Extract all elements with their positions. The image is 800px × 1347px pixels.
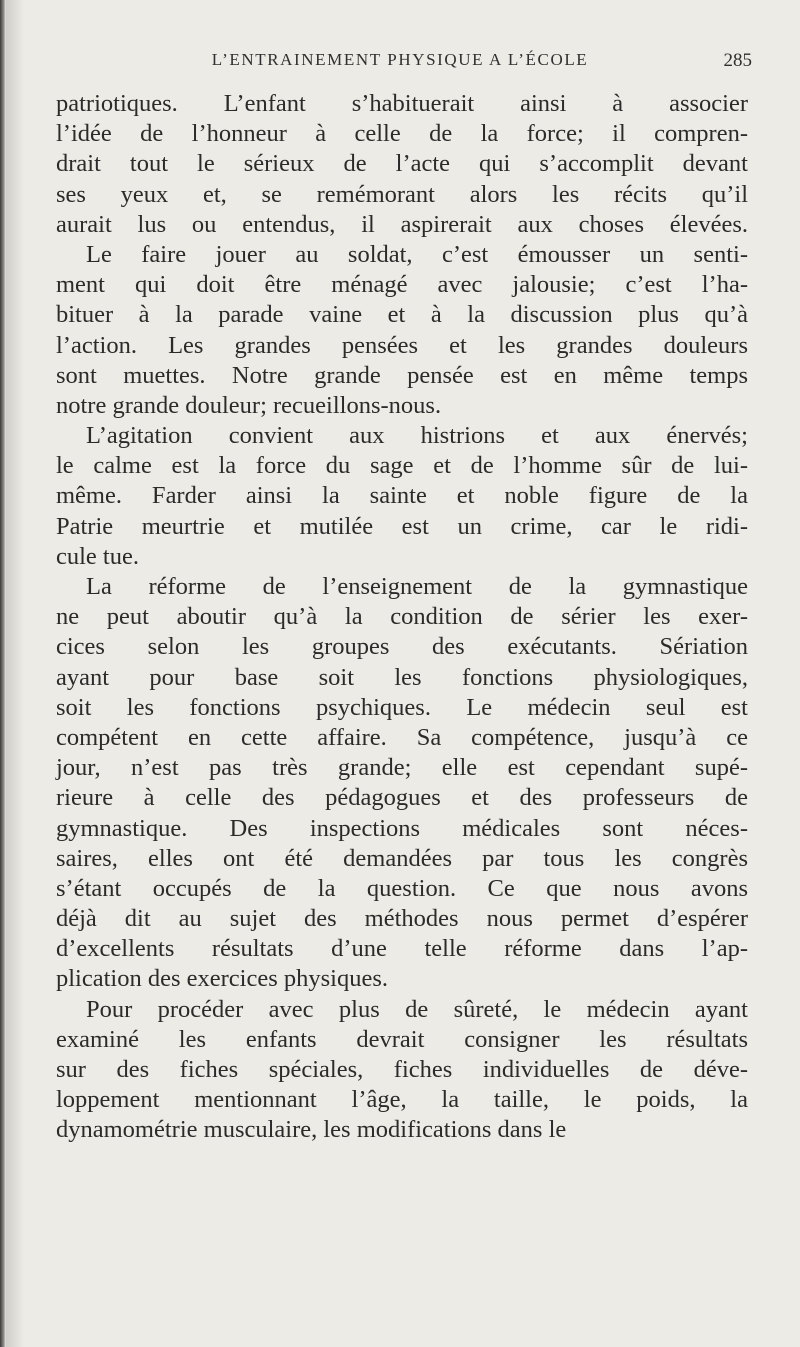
text-line: sont muettes. Notre grande pensée est en même temps	[56, 361, 748, 389]
text-line: cule tue.	[56, 542, 139, 570]
text-line: examiné les enfants devrait consigner les résultats	[56, 1025, 748, 1053]
text-line: saires, elles ont été demandées par tous les congrès	[56, 844, 748, 872]
text-line: ayant pour base soit les fonctions physiologiques,	[56, 663, 748, 691]
text-line: jour, n’est pas très grande; elle est cependant supé-	[56, 754, 748, 782]
text-line: sur des fiches spéciales, fiches individuelles de déve-	[56, 1056, 748, 1083]
text-line: patriotiques. L’enfant s’habituerait ainsi à associer	[56, 90, 748, 117]
text-line: bituer à la parade vaine et à la discussion plus qu’à	[56, 301, 748, 329]
text-line: même. Farder ainsi la sainte et noble figure de la	[56, 482, 748, 510]
text-line: soit les fonctions psychiques. Le médecin seul est	[56, 693, 748, 721]
text-line: le calme est la force du sage et de l’homme sûr de lui-	[56, 452, 748, 480]
page-gutter-shadow	[6, 0, 24, 1347]
body-text	[56, 89, 748, 1146]
text-line: compétent en cette affaire. Sa compétence, jusqu’à ce	[56, 723, 748, 751]
text-line: l’idée de l’honneur à celle de la force; il compren-	[56, 120, 748, 148]
text-line: l’action. Les grandes pensées et les grandes douleurs	[56, 331, 748, 359]
running-head: L’ENTRAINEMENT PHYSIQUE A L’ÉCOLE	[211, 50, 589, 69]
text-line: loppement mentionnant l’âge, la taille, le poids, la	[56, 1086, 748, 1114]
text-line: Pour procéder avec plus de sûreté, le médecin ayant	[86, 995, 748, 1023]
text-line: déjà dit au sujet des méthodes nous permet d’espérer	[56, 905, 748, 933]
text-line: drait tout le sérieux de l’acte qui s’accomplit devant	[56, 150, 748, 178]
text-line: L’agitation convient aux histrions et aux énervés;	[86, 422, 748, 450]
text-line: cices selon les groupes des exécutants. Sériation	[56, 633, 748, 661]
text-line: plication des exercices physiques.	[56, 965, 389, 993]
text-line: ne peut aboutir qu’à la condition de sérier les exer-	[56, 603, 748, 631]
text-line: ment qui doit être ménagé avec jalousie; c’est l’ha-	[56, 271, 748, 299]
text-line: Patrie meurtrie et mutilée est un crime, car le ridi-	[56, 512, 748, 540]
text-line: aurait lus ou entendus, il aspirerait aux choses élevées.	[56, 210, 748, 238]
text-line: gymnastique. Des inspections médicales sont néces-	[56, 814, 748, 842]
text-line: rieure à celle des pédagogues et des professeurs de	[56, 784, 748, 812]
text-line: dynamométrie musculaire, les modifications dans le	[56, 1116, 567, 1144]
text-line: d’excellents résultats d’une telle réforme dans l’ap-	[56, 935, 748, 963]
text-line: ses yeux et, se remémorant alors les récits qu’il	[56, 180, 748, 208]
text-line: s’étant occupés de la question. Ce que nous avons	[56, 874, 748, 902]
page-number: 285	[723, 50, 752, 71]
text-line: notre grande douleur; recueillons-nous.	[56, 391, 442, 419]
text-line: Le faire jouer au soldat, c’est émousser un senti-	[86, 240, 748, 268]
text-line: La réforme de l’enseignement de la gymnastique	[86, 573, 748, 600]
page-header	[0, 50, 800, 80]
